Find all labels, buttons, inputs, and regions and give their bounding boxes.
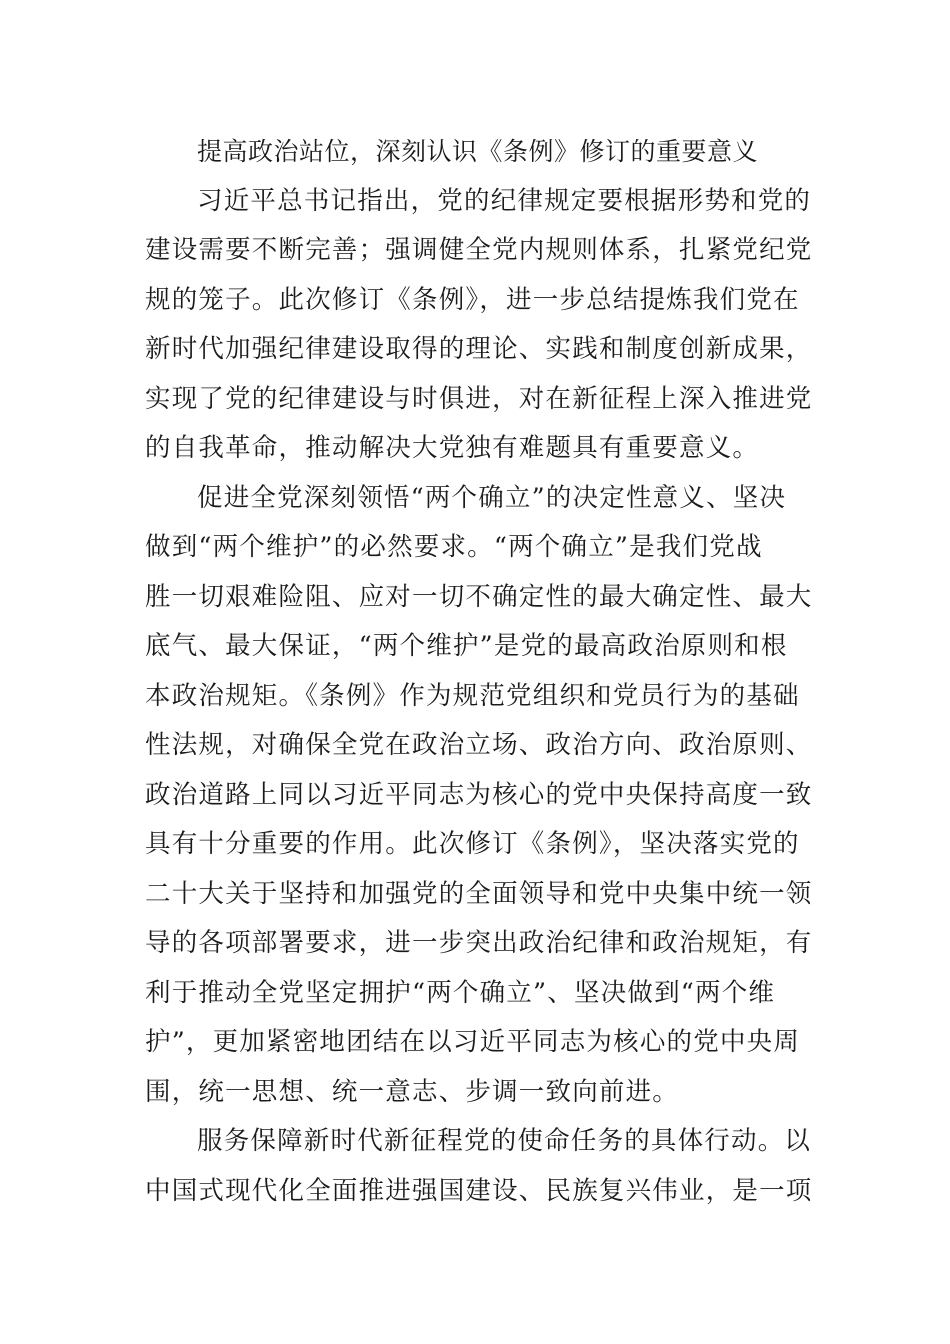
paragraph-line: 围，统一思想、统一意志、步调一致向前进。 bbox=[145, 1076, 680, 1107]
paragraph-line: 服务保障新时代新征程党的使命任务的具体行动。以 bbox=[197, 1126, 812, 1156]
paragraph-1 bbox=[145, 177, 813, 474]
paragraph-line: 的自我革命，推动解决大党独有难题具有重要意义。 bbox=[145, 433, 760, 463]
paragraph-line: 导的各项部署要求，进一步突出政治纪律和政治规矩，有 bbox=[145, 928, 813, 958]
paragraph-line: 中国式现代化全面推进强国建设、民族复兴伟业，是一项 bbox=[145, 1175, 813, 1206]
paragraph-line: 实现了党的纪律建设与时俱进，对在新征程上深入推进党 bbox=[145, 383, 813, 414]
paragraph-2 bbox=[145, 474, 813, 1118]
paragraph-line: 习近平总书记指出，党的纪律规定要根据形势和党的 bbox=[197, 185, 812, 216]
paragraph-3 bbox=[145, 1117, 813, 1216]
paragraph-line: 利于推动全党坚定拥护“两个确立”、坚决做到“两个维 bbox=[145, 977, 776, 1008]
paragraph-line: 政治道路上同以习近平同志为核心的党中央保持高度一致 bbox=[145, 779, 813, 810]
paragraph-line: 促进全党深刻领悟“两个确立”的决定性意义、坚决 bbox=[197, 482, 787, 513]
paragraph-line: 护”，更加紧密地团结在以习近平同志为核心的党中央周 bbox=[145, 1027, 801, 1057]
paragraph-line: 本政治规矩。《条例》作为规范党组织和党员行为的基础 bbox=[145, 680, 800, 711]
paragraph-line: 具有十分重要的作用。此次修订《条例》，坚决落实党的 bbox=[145, 829, 800, 859]
paragraph-line: 规的笼子。此次修订《条例》，进一步总结提炼我们党在 bbox=[145, 284, 800, 315]
paragraph-line: 胜一切艰难险阻、应对一切不确定性的最大确定性、最大 bbox=[145, 581, 813, 612]
document-body bbox=[145, 127, 813, 1216]
paragraph-line: 二十大关于坚持和加强党的全面领导和党中央集中统一领 bbox=[145, 878, 813, 909]
paragraph-line: 底气、最大保证，“两个维护”是党的最高政治原则和根 bbox=[145, 631, 788, 661]
paragraph-line: 性法规，对确保全党在政治立场、政治方向、政治原则、 bbox=[145, 730, 813, 760]
section-heading: 提高政治站位，深刻认识《条例》修订的重要意义 bbox=[197, 137, 759, 166]
paragraph-line: 新时代加强纪律建设取得的理论、实践和制度创新成果， bbox=[145, 334, 813, 364]
paragraph-line: 做到“两个维护”的必然要求。“两个确立”是我们党战 bbox=[145, 532, 763, 562]
paragraph-line: 建设需要不断完善；强调健全党内规则体系，扎紧党纪党 bbox=[145, 235, 813, 265]
